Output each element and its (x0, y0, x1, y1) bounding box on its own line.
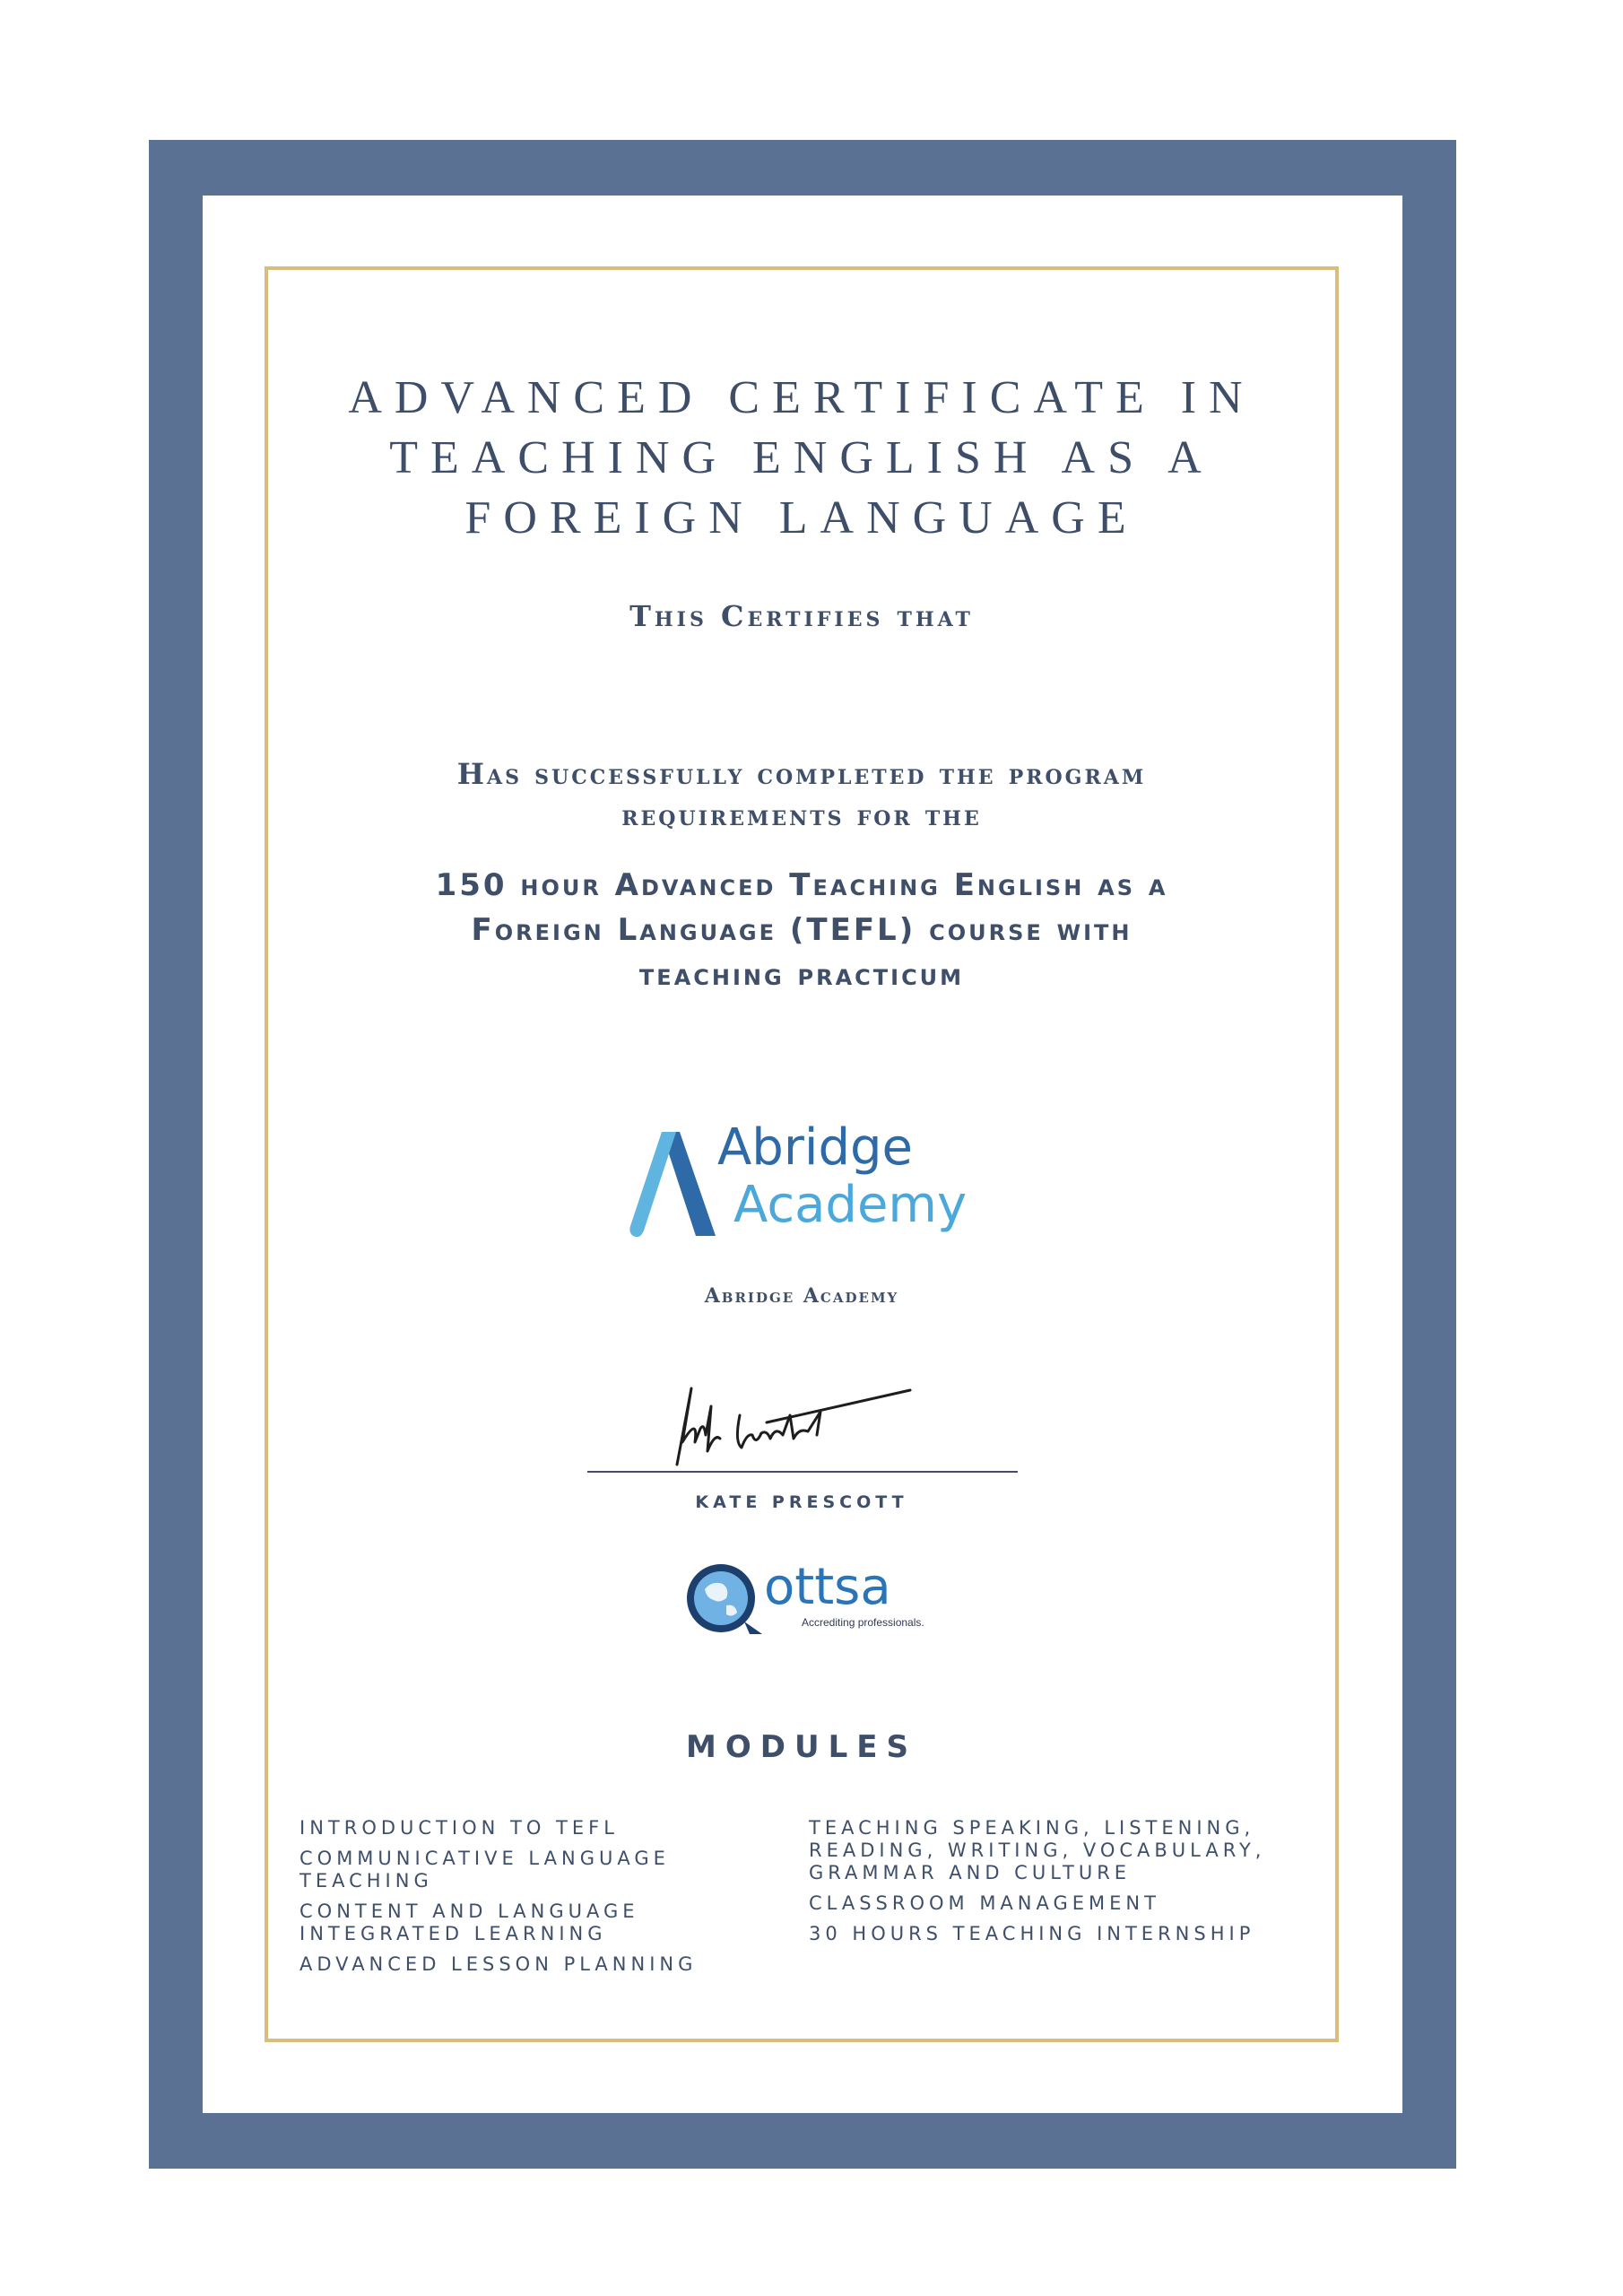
ottsa-tagline: Accrediting professionals. (802, 1616, 924, 1629)
module-item: COMMUNICATIVE LANGUAGE TEACHING (299, 1848, 670, 1892)
modules-right-column (809, 1817, 1311, 1953)
module-item: CLASSROOM MANAGEMENT (809, 1892, 1160, 1914)
module-item: 30 HOURS TEACHING INTERNSHIP (809, 1923, 1255, 1944)
title-line: FOREIGN LANGUAGE (464, 492, 1139, 544)
course-line: Foreign Language (TEFL) course with (471, 912, 1133, 948)
completed-line: requirements for the (621, 798, 982, 832)
certificate-title (265, 368, 1339, 548)
signature-icon (659, 1379, 928, 1478)
abridge-academy-logo (628, 1119, 977, 1245)
globe-icon (681, 1559, 768, 1639)
module-item: CONTENT AND LANGUAGE INTEGRATED LEARNING (299, 1900, 639, 1944)
ottsa-wordmark: ottsa (764, 1558, 891, 1616)
course-name (265, 863, 1339, 997)
ottsa-logo (681, 1559, 933, 1639)
logo-line-academy: Academy (733, 1176, 968, 1234)
certifies-text: This Certifies that (629, 599, 974, 633)
title-line: TEACHING ENGLISH AS A (389, 432, 1214, 483)
module-item: INTRODUCTION TO TEFL (299, 1817, 619, 1839)
signature-line (587, 1471, 1018, 1473)
modules-heading: MODULES (686, 1729, 917, 1765)
modules-left-column (299, 1817, 766, 1984)
module-item: ADVANCED LESSON PLANNING (299, 1953, 698, 1975)
title-line: ADVANCED CERTIFICATE IN (348, 372, 1255, 423)
signer-name: KATE PRESCOTT (695, 1492, 908, 1512)
logo-wordmark (717, 1119, 967, 1234)
completed-text (265, 753, 1339, 836)
academy-caption: Abridge Academy (704, 1284, 899, 1308)
module-item: TEACHING SPEAKING, LISTENING, READING, WRITING, VOCABULARY, GRAMMAR AND CULTURE (809, 1817, 1266, 1883)
logo-line-abridge: Abridge (717, 1118, 913, 1177)
course-line: teaching practicum (638, 957, 965, 993)
course-line: 150 hour Advanced Teaching English as a (435, 867, 1168, 903)
abridge-a-mark-icon (628, 1125, 726, 1241)
completed-line: Has successfully completed the program (456, 757, 1147, 791)
